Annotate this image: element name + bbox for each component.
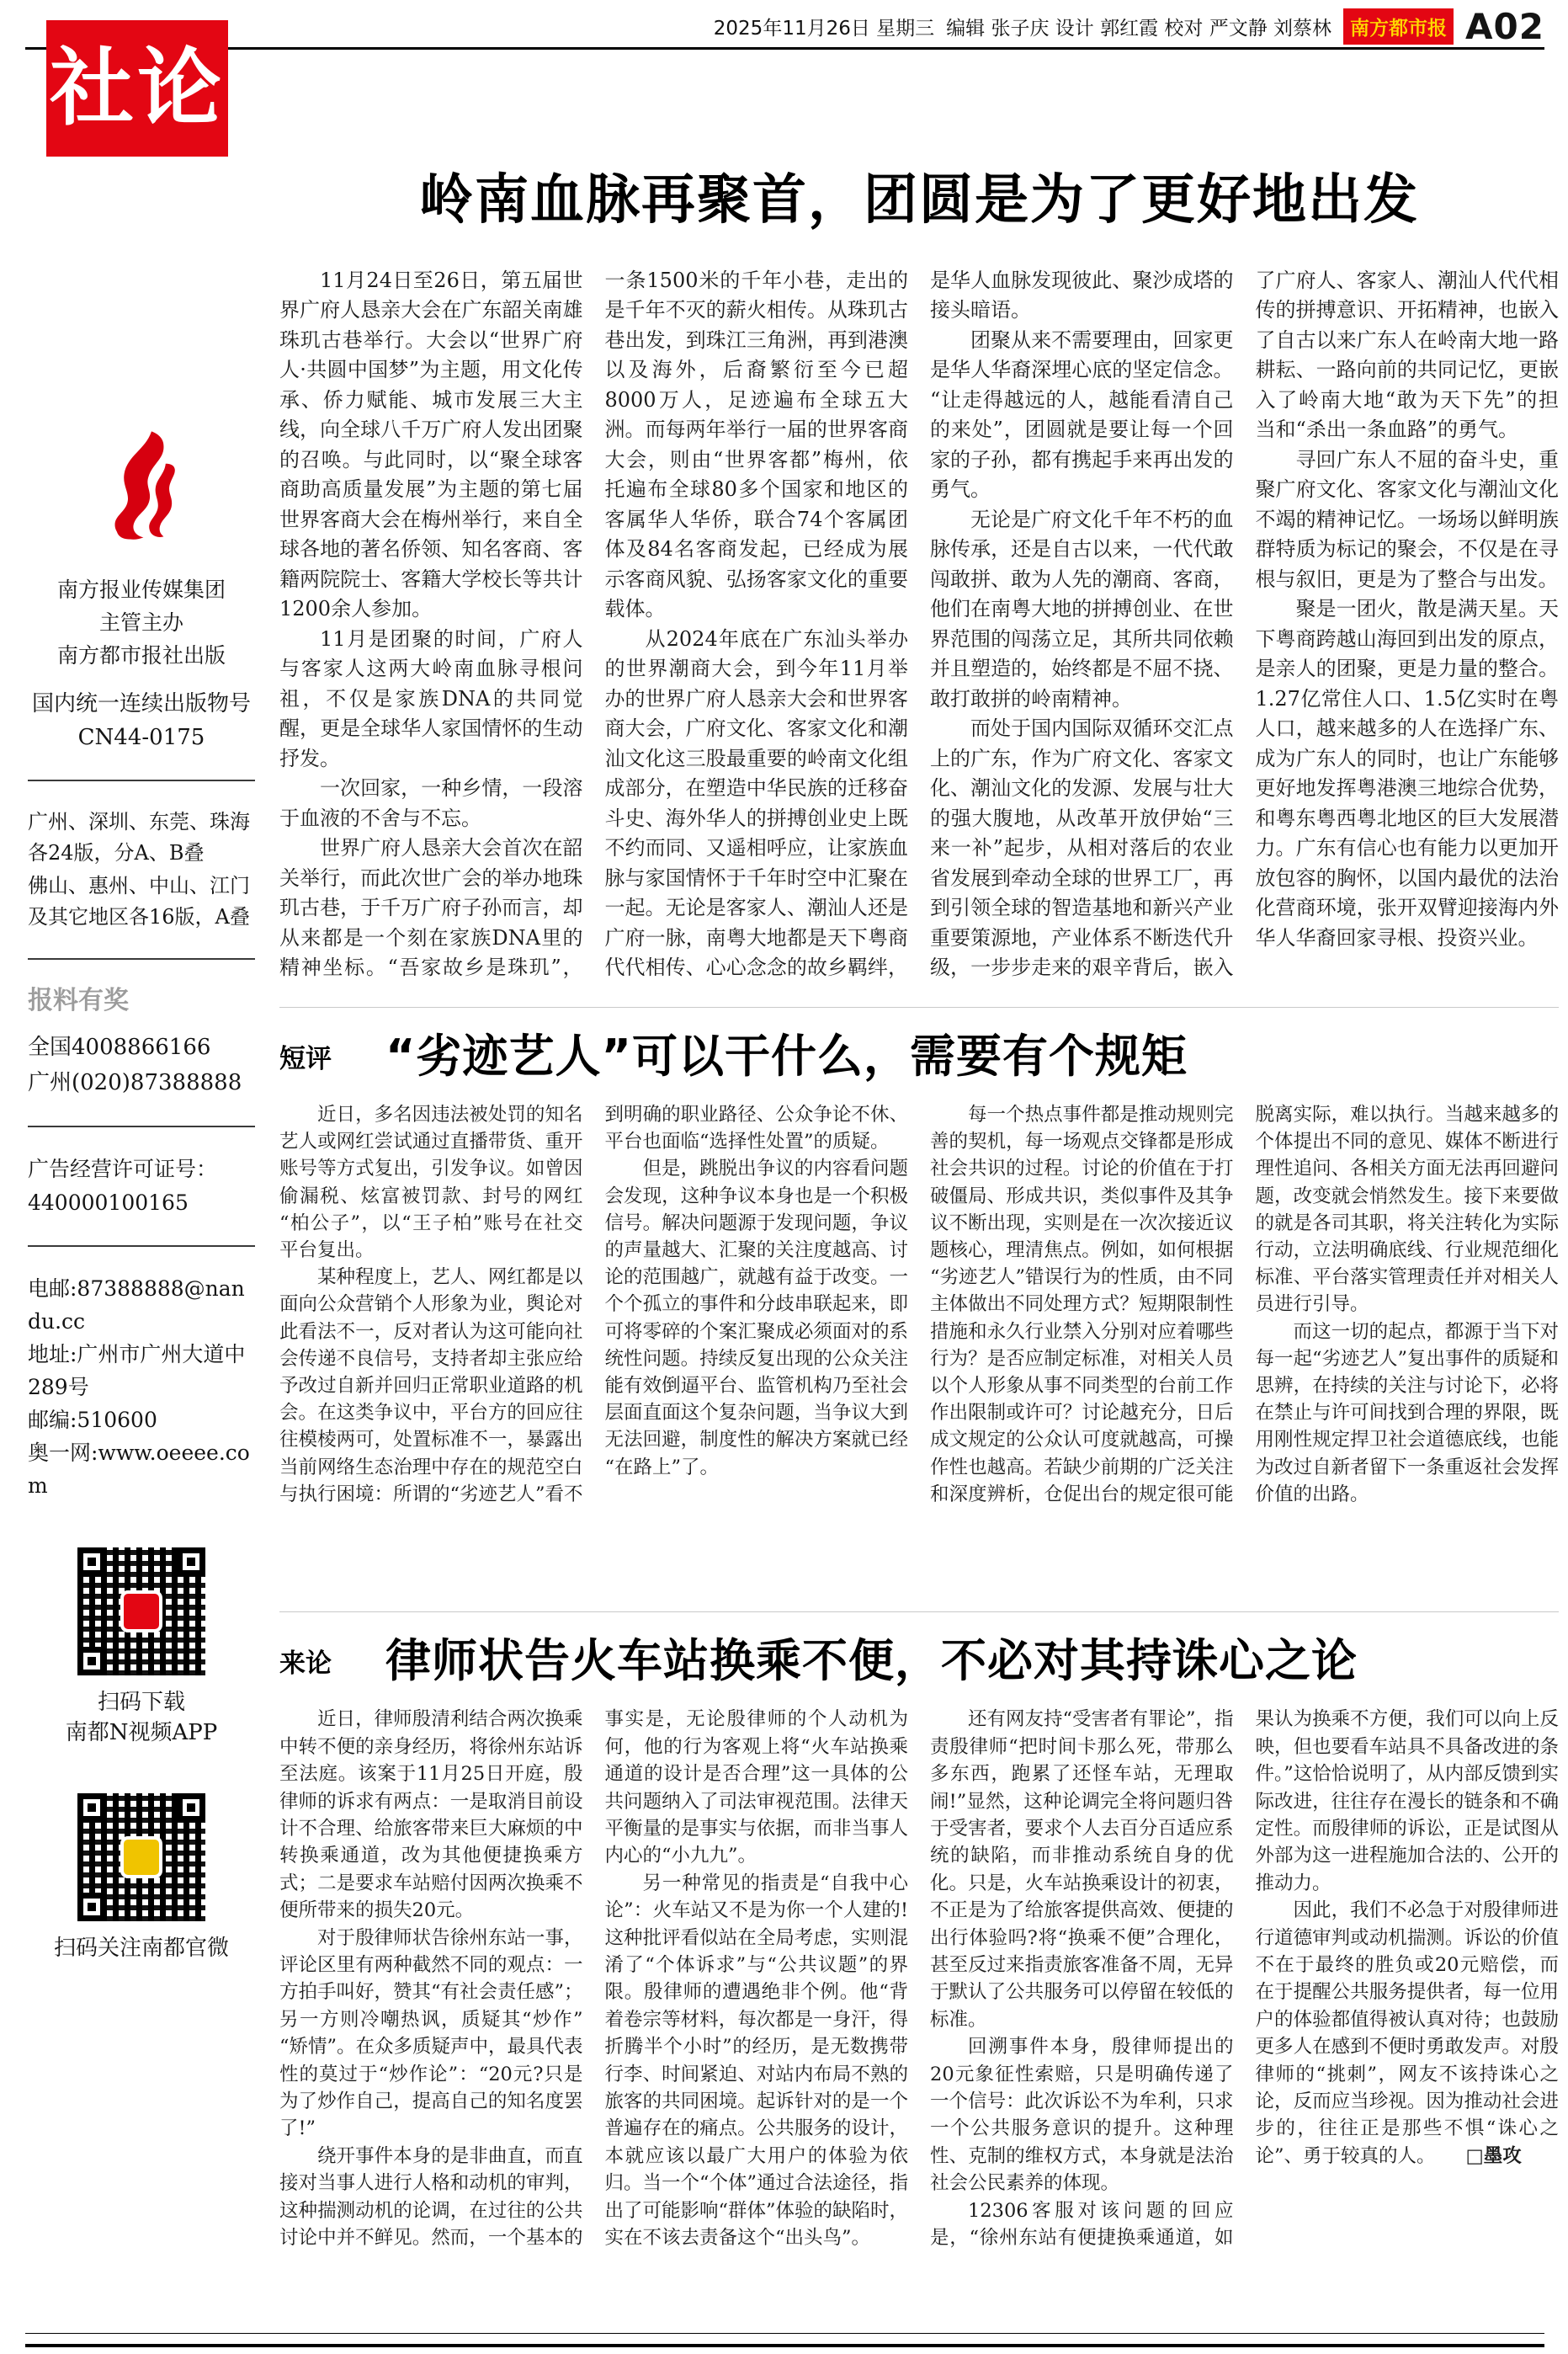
paragraph: 因此，我们不必急于对殷律师进行道德审判或动机揣测。诉讼的价值不在于最终的胜负或20元赔偿，而在于提醒公共服务提供者，每一位用户的体验都值得被认真对待；也鼓励更多人在感到不便时勇敢发声。对殷律师的“挑刺”，网友不该持诛心之论，反而应当珍视。因为推动社会进步的，往往正是那些不惧“诛心之论”、勇于较真的人。 □墨攻 [1255, 1899, 1559, 2167]
edition-label: 社论 [50, 39, 225, 137]
flame-logo-icon [28, 429, 255, 550]
masthead-logo: 南方都市报 [1343, 8, 1454, 45]
qr-finder-icon [77, 1547, 106, 1576]
staff-credits: 编辑 张子庆 设计 郭红霞 校对 严文静 刘蔡林 [946, 17, 1332, 40]
paragraph: 11月24日至26日，第五届世界广府人恳亲大会在广东韶关南雄珠玑古巷举行。大会以“世界广府人·共圆中国梦”为主题，用文化传承、侨力赋能、城市发展三大主线，向全球八千万广府人发出团聚的召唤。与此同时，以“聚全球客商助高质量发展”为主题的第七届世界客商大会在梅州举行，来自全球各地的著名侨领、知名客商、客籍两院院士、客籍大学校长等共计1200余人参加。 [279, 268, 583, 621]
paragraph: 绕开事件本身的是非曲直，而直接对当事人进行人格和动机的审判，这种揣测动机的论调，在过往的公共讨论中并不鲜见。然而，一个基本的事实是，无论殷律师的个人动机为何，他的行为客观上将“火车站换乘通道的设计是否合理”这一具体的公共问题纳入了司法审视范围。法律天平衡量的是事实与依据，而非当事人内心的“小九九”。 [279, 1708, 908, 2250]
dateline: 2025年11月26日 星期三 [713, 17, 935, 40]
ad-license-number: 440000100165 [28, 1190, 189, 1215]
section-divider [279, 1007, 1559, 1008]
paragraph: 近日，律师殷清利结合两次换乘中转不便的亲身经历，将徐州东站诉至法庭。该案于11月25日开庭，殷律师的诉求有两点：一是取消目前设计不合理、给旅客带来巨大麻烦的中转换乘通道，改为其他便捷换乘方式；二是要求车站赔付因两次换乘不便所带来的损失20元。 [279, 1708, 583, 1922]
article-reader-opinion [279, 1633, 1559, 2278]
nandu-app-badge-icon [120, 1590, 162, 1632]
qr-caption-line: 扫码关注南都官微 [53, 1936, 229, 1961]
issn-block [28, 687, 255, 754]
issn-number: CN44-0175 [77, 725, 205, 750]
paragraph: 一次回家，一种乡情，一段溶于血液的不舍与不忘。 [279, 776, 583, 830]
tips-phone-guangzhou: 广州(020)87388888 [28, 1070, 242, 1095]
paragraph: 而这一切的起点，都源于当下对每一起“劣迹艺人”复出事件的质疑和思辨，在持续的关注与讨论下，必将在禁止与许可间找到合理的界限，既用刚性规定捍卫社会道德底线，也能为改过自新者留下一条重返社会发挥价值的出路。 [1255, 1320, 1559, 1505]
publisher-line: 南方都市报社出版 [56, 643, 226, 668]
issn-label: 国内统一连续出版物号 [31, 691, 251, 716]
paragraph: 对于殷律师状告徐州东站一事，评论区里有两种截然不同的观点：一方拍手叫好，赞其“有社会责任感”；另一方则冷嘲热讽，质疑其“炒作”“矫情”。在众多质疑声中，最具代表性的莫过于“炒作论”：“20元?只是为了炒作自己，提高自己的知名度罢了!” [279, 1926, 583, 2140]
tips-phone-national: 全国4008866166 [28, 1035, 211, 1060]
reader-opinion-header [279, 1633, 1559, 1687]
publisher-line: 南方报业传媒集团 [56, 578, 226, 602]
editorial-headline: 岭南血脉再聚首，团圆是为了更好地出发 [419, 169, 1419, 232]
page-number: A02 [1465, 5, 1544, 47]
main-content [279, 157, 1559, 2278]
ad-license-block [28, 1153, 255, 1220]
contact-block [28, 1272, 255, 1502]
distribution-block [28, 807, 255, 933]
contact-postcode: 邮编:510600 [28, 1408, 157, 1432]
paragraph: 从2024年底在广东汕头举办的世界潮商大会，到今年11月举办的世界广府人恳亲大会和世界客商大会，广府文化、客家文化和潮汕文化这三股最重要的岭南文化组成部分，在塑造中华民族的迁移奋斗史、海外华人的拼搏创业史上既不约而同、又遥相呼应，让家族血脉与家国情怀于千年时空中汇聚在一起。无论是客家人、潮汕人还是广府一脉，南粤大地都是天下粤商代代相传、心心念念的故乡羁绊，是华人血脉发现彼此、聚沙成塔的接头暗语。 [604, 268, 1234, 980]
qr-finder-icon [77, 1793, 106, 1822]
paragraph: 11月是团聚的时间，广府人与客家人这两大岭南血脉寻根问祖，不仅是家族DNA的共同觉醒，更是全球华人家国情怀的生动抒发。 [279, 626, 583, 770]
sidebar-divider [28, 1245, 255, 1247]
qr-caption [28, 1933, 255, 1963]
section-divider [279, 1611, 1559, 1612]
tips-reward-title: 报料有奖 [28, 986, 129, 1015]
paragraph: 寻回广东人不屈的奋斗史，重聚广府文化、客家文化与潮汕文化不竭的精神记忆。一场场以鲜明族群特质为标记的聚会，不仅是在寻根与叙旧，更是为了整合与出发。 [1255, 447, 1559, 591]
section-label-duanping: 短评 [279, 1043, 332, 1074]
sidebar-divider [28, 958, 255, 960]
edition-label-box [46, 20, 228, 157]
sidebar [28, 396, 255, 1963]
article-editorial [279, 170, 1559, 985]
sidebar-divider [28, 1126, 255, 1127]
publisher-block [28, 573, 255, 672]
publisher-line: 主管主办 [98, 610, 183, 635]
qr-block-app [28, 1547, 255, 1748]
ad-license-label: 广告经营许可证号： [28, 1157, 218, 1181]
sidebar-divider [28, 780, 255, 781]
contact-email: 电邮:87388888@nandu.cc [28, 1276, 245, 1334]
paragraph: 世界广府人恳亲大会首次在韶关举行，而此次世广会的举办地珠玑古巷，于千万广府子孙而言，却从来都是一个刻在家族DNA里的精神坐标。“吾家故乡是珠玑”，一条1500米的千年小巷，走出的是千年不灭的薪火相传。从珠玑古巷出发，到珠江三角洲，再到港澳以及海外，后裔繁衍至今已超8000万人，足迹遍布全球五大洲。而每两年举行一届的世界客商大会，则由“世界客都”梅州，依托遍布全球80多个国家和地区的客属华人华侨，联合74个客属团体及84名客商发起，已经成为展示客商风貌、弘扬客家文化的重要载体。 [279, 268, 908, 980]
reader-opinion-body [279, 1706, 1559, 2278]
qr-caption [28, 1687, 255, 1748]
qr-code-nvideo-app-icon [77, 1547, 205, 1675]
contact-website: 奥一网:www.oeeee.com [28, 1441, 250, 1498]
paragraph: 团聚从来不需要理由，回家更是华人华裔深埋心底的坚定信念。“让走得越远的人，越能看清自己的来处”，团圆就是要让每一个回家的子孙，都有携起手来再出发的勇气。 [930, 328, 1234, 502]
header-rule [25, 47, 1544, 50]
paragraph: 而处于国内国际双循环交汇点上的广东，作为广府文化、客家文化、潮汕文化的发源、发展与壮大的强大腹地，从改革开放伊始“三来一补”起步，从相对落后的农业省发展到牵动全球的世界工厂，再到引领全球的智造基地和新兴产业重要策源地，产业体系不断迭代升级，一步步走来的艰辛背后，嵌入了广府人、客家人、潮汕人代代相传的拼搏意识、开拓精神，也嵌入了自古以来广东人在岭南大地一路耕耘、一路向前的共同记忆，更嵌入了岭南大地“敢为天下先”的担当和“杀出一条血路”的勇气。 [930, 268, 1559, 980]
paragraph: 另一种常见的指责是“自我中心论”：火车站又不是为你一个人建的!这种批评看似站在全局考虑，实则混淆了“个体诉求”与“公共议题”的界限。殷律师的遭遇绝非个例。他“背着卷宗等材料，每次都是一身汗，得折腾半个小时”的经历，是无数携带行李、时间紧迫、对站内布局不熟的旅客的共同困境。起诉针对的是一个普遍存在的痛点。公共服务的设计，本就应该以最广大用户的体验为依归。当一个“个体”通过合法途径，指出了可能影响“群体”体验的缺陷时，实在不该去责备这个“出头鸟”。 [604, 1872, 909, 2250]
paragraph: 12306客服对该问题的回应是，“徐州东站有便捷换乘通道，如果认为换乘不方便，我们可以向上反映，但也要看车站具不具备改进的条件。”这恰恰说明了，从内部反馈到实际改进，往往存在漫长的链条和不确定性。而殷律师的诉讼，正是试图从外部为这一进程施加合法的、公开的推动力。 [930, 1708, 1559, 2250]
reader-opinion-headline: 律师状告火车站换乘不便，不必对其持诛心之论 [385, 1633, 1358, 1687]
tips-phone-block [28, 1030, 255, 1100]
editorial-body [279, 266, 1559, 985]
paragraph: 无论是广府文化千年不朽的血脉传承，还是自古以来，一代代敢闯敢拼、敢为人先的潮商、客商，他们在南粤大地的拼搏创业、在世界范围的闯荡立足，其所共同依赖并且塑造的，始终都是不屈不挠、敢打敢拼的岭南精神。 [930, 507, 1234, 711]
qr-finder-icon [77, 1647, 106, 1675]
section-label-lailun: 来论 [279, 1648, 332, 1680]
paragraph: 聚是一团火，散是满天星。天下粤商跨越山海回到出发的原点，是亲人的团聚，更是力量的整合。1.27亿常住人口、1.5亿实时在粤人口，越来越多的人在选择广东、成为广东人的同时，也让广东能够更好地发挥粤港澳三地综合优势，和粤东粤西粤北地区的巨大发展潜力。广东有信心也有能力以更加开放包容的胸怀，以国内最优的法治化营商环境，张开双臂迎接海内外华人华裔回家寻根、投资兴业。 [1255, 597, 1559, 950]
contact-address: 地址:广州市广州大道中289号 [28, 1342, 246, 1399]
short-comment-body [279, 1101, 1559, 1590]
short-comment-headline: “劣迹艺人”可以干什么，需要有个规矩 [385, 1029, 1188, 1083]
paragraph: 回溯事件本身，殷律师提出的20元象征性索赔，只是明确传递了一个信号：此次诉讼不为牟利，只求一个公共服务意识的提升。这种理性、克制的维权方式，本身就是法治社会公民素养的体现。 [930, 2036, 1234, 2195]
qr-finder-icon [77, 1893, 106, 1921]
qr-caption-line: 南都N视频APP [65, 1720, 218, 1745]
distribution-line: 佛山、惠州、中山、江门及其它地区各16版，A叠 [28, 874, 250, 929]
paragraph: 每一个热点事件都是推动规则完善的契机，每一场观点交锋都是形成社会共识的过程。讨论的价值在于打破僵局、形成共识，类似事件及其争议不断出现，实则是在一次次接近议题核心，理清焦点。例如，如何根据“劣迹艺人”错误行为的性质，由不同主体做出不同处理方式？短期限制性措施和永久行业禁入分别对应着哪些行为？是否应制定标准，对相关人员以个人形象从事不同类型的台前工作作出限制或许可？讨论越充分，日后成文规定的公众认可度就越高，可操作性也越高。若缺少前期的广泛关注和深度辨析，仓促出台的规定很可能脱离实际，难以执行。当越来越多的个体提出不同的意见、媒体不断进行理性追问、各相关方面无法再回避问题，改变就会悄然发生。接下来要做的就是各司其职，将关注转化为实际行动，立法明确底线、行业规范细化标准、平台落实管理责任并对相关人员进行引导。 [930, 1103, 1559, 1505]
author-byline: □墨攻 [1465, 2144, 1522, 2167]
nandu-weibo-badge-icon [120, 1836, 162, 1878]
article-short-comment [279, 1031, 1559, 1590]
paragraph: 近日，多名因违法被处罚的知名艺人或网红尝试通过直播带货、重开账号等方式复出，引发争议。如曾因偷漏税、炫富被罚款、封号的网红“柏公子”，以“王子柏”账号在社交平台复出。 [279, 1103, 583, 1261]
qr-finder-icon [177, 1547, 205, 1576]
qr-block-weibo [28, 1793, 255, 1963]
header-meta [713, 5, 1544, 47]
paragraph: 还有网友持“受害者有罪论”，指责殷律师“把时间卡那么死，带那么多东西，跑累了还怪车站，无理取闹!”显然，这种论调完全将问题归咎于受害者，要求个人去百分百适应系统的缺陷，而非推动系统自身的优化。只是，火车站换乘设计的初衷，不正是为了给旅客提供高效、便捷的出行体验吗?将“换乘不便”合理化，甚至反过来指责旅客准备不周，无异于默认了公共服务可以停留在较低的标准。 [930, 1708, 1234, 2031]
paragraph: 某种程度上，艺人、网红都是以面向公众营销个人形象为业，舆论对此看法不一，反对者认为这可能向社会传递不良信号，支持者却主张应给予改过自新并回归正常职业道路的机会。在这类争议中，平台方的回应往往模棱两可，处置标准不一，暴露出当前网络生态治理中存在的规范空白与执行困境：所谓的“劣迹艺人”看不到明确的职业路径、公众争论不休、平台也面临“选择性处置”的质疑。 [279, 1103, 908, 1505]
distribution-line: 广州、深圳、东莞、珠海各24版，分A、B叠 [28, 810, 250, 865]
qr-caption-line: 扫码下载 [97, 1690, 185, 1715]
paragraph: 但是，跳脱出争议的内容看问题会发现，这种争议本身也是一个积极信号。解决问题源于发现问题，争议的声量越大、汇聚的关注度越高、讨论的范围越广，就越有益于改变。一个个孤立的事件和分歧串联起来，即可将零碎的个案汇聚成必须面对的系统性问题。持续反复出现的公众关注能有效倒逼平台、监管机构乃至社会层面直面这个复杂问题，当争议大到无法回避，制度性的解决方案就已经“在路上”了。 [604, 1158, 908, 1478]
footer-rule [25, 2333, 1544, 2347]
short-comment-header [279, 1031, 1559, 1081]
qr-finder-icon [177, 1793, 205, 1822]
qr-code-official-weibo-icon [77, 1793, 205, 1921]
